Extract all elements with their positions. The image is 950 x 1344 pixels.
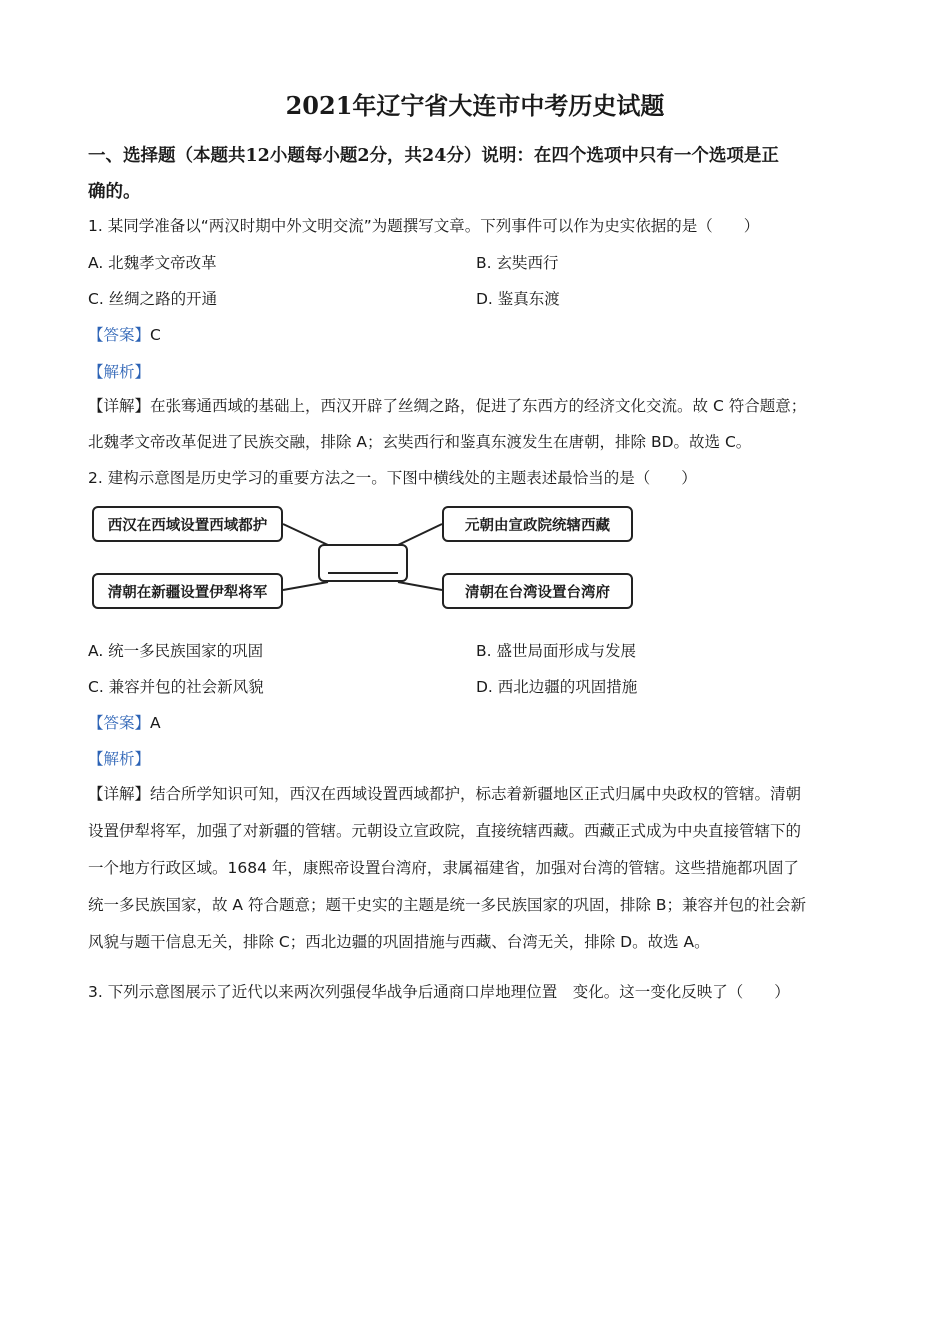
connector-top-right xyxy=(398,524,442,545)
connector-bottom-left xyxy=(283,582,328,590)
q1-answer-tag: 【答案】 xyxy=(88,326,151,344)
diagram-box-top-left: 西汉在西域设置西域都护 xyxy=(92,506,283,542)
diagram-center-box xyxy=(318,544,408,582)
q2-option-c: C. 兼容并包的社会新风貌 xyxy=(88,678,264,696)
q2-detail-line3: 一个地方行政区域。1684 年，康熙帝设置台湾府，隶属福建省，加强对台湾的管辖。这些措施都巩固了 xyxy=(88,859,799,877)
q1-detail-text1: 在张骞通西域的基础上，西汉开辟了丝绸之路，促进了东西方的经济文化交流。故 C 符合题意； xyxy=(150,397,807,415)
q1-option-a: A. 北魏孝文帝改革 xyxy=(88,254,217,272)
q2-option-b: B. 盛世局面形成与发展 xyxy=(476,642,636,660)
q1-answer-value: C xyxy=(150,326,161,344)
q2-analysis-tag: 【解析】 xyxy=(88,750,151,768)
q2-concept-diagram xyxy=(88,500,648,620)
q1-detail-line1 xyxy=(88,394,806,416)
q2-detail-line1 xyxy=(88,782,801,804)
q1-detail-line2: 北魏孝文帝改革促进了民族交融，排除 A；玄奘西行和鉴真东渡发生在唐朝，排除 BD。故选 C。 xyxy=(88,433,752,451)
q2-answer xyxy=(88,711,161,733)
q2-detail-tag: 【详解】 xyxy=(88,785,151,803)
q2-answer-tag: 【答案】 xyxy=(88,714,151,732)
q2-detail-line2: 设置伊犁将军，加强了对新疆的管辖。元朝设立宣政院，直接统辖西藏。西藏正式成为中央直接管辖下的 xyxy=(88,822,802,840)
q3-stem: 3. 下列示意图展示了近代以来两次列强侵华战争后通商口岸地理位置 变化。这一变化反映了（ ） xyxy=(88,983,790,1001)
q1-analysis-tag: 【解析】 xyxy=(88,363,151,381)
diagram-box-bottom-left: 清朝在新疆设置伊犁将军 xyxy=(92,573,283,609)
q1-detail-tag: 【详解】 xyxy=(88,397,151,415)
q1-answer xyxy=(88,323,161,345)
q1-option-c: C. 丝绸之路的开通 xyxy=(88,290,218,308)
q2-option-d: D. 西北边疆的巩固措施 xyxy=(476,678,638,696)
q2-detail-line4: 统一多民族国家，故 A 符合题意；题干史实的主题是统一多民族国家的巩固，排除 B；兼容并包的社会新 xyxy=(88,896,807,914)
diagram-blank-line xyxy=(328,572,398,574)
section-heading-line2: 确的。 xyxy=(88,182,141,202)
connector-top-left xyxy=(283,524,328,545)
q2-detail-line5: 风貌与题干信息无关，排除 C；西北边疆的巩固措施与西藏、台湾无关，排除 D。故选 A。 xyxy=(88,933,710,951)
q1-option-d: D. 鉴真东渡 xyxy=(476,290,560,308)
q2-detail-text1: 结合所学知识可知，西汉在西域设置西域都护，标志着新疆地区正式归属中央政权的管辖。清朝 xyxy=(150,785,802,803)
connector-bottom-right xyxy=(398,582,442,590)
q1-option-b: B. 玄奘西行 xyxy=(476,254,559,272)
q2-answer-value: A xyxy=(150,714,161,732)
q1-stem: 1. 某同学准备以“两汉时期中外文明交流”为题撰写文章。下列事件可以作为史实依据的是（ ） xyxy=(88,217,760,235)
section-heading-line1: 一、选择题（本题共12小题每小题2分，共24分）说明：在四个选项中只有一个选项是正 xyxy=(88,146,779,166)
q2-option-a: A. 统一多民族国家的巩固 xyxy=(88,642,264,660)
page-title: 2021年辽宁省大连市中考历史试题 xyxy=(285,91,665,120)
q2-stem: 2. 建构示意图是历史学习的重要方法之一。下图中横线处的主题表述最恰当的是（ ） xyxy=(88,469,697,487)
diagram-box-bottom-right: 清朝在台湾设置台湾府 xyxy=(442,573,633,609)
diagram-box-top-right: 元朝由宣政院统辖西藏 xyxy=(442,506,633,542)
